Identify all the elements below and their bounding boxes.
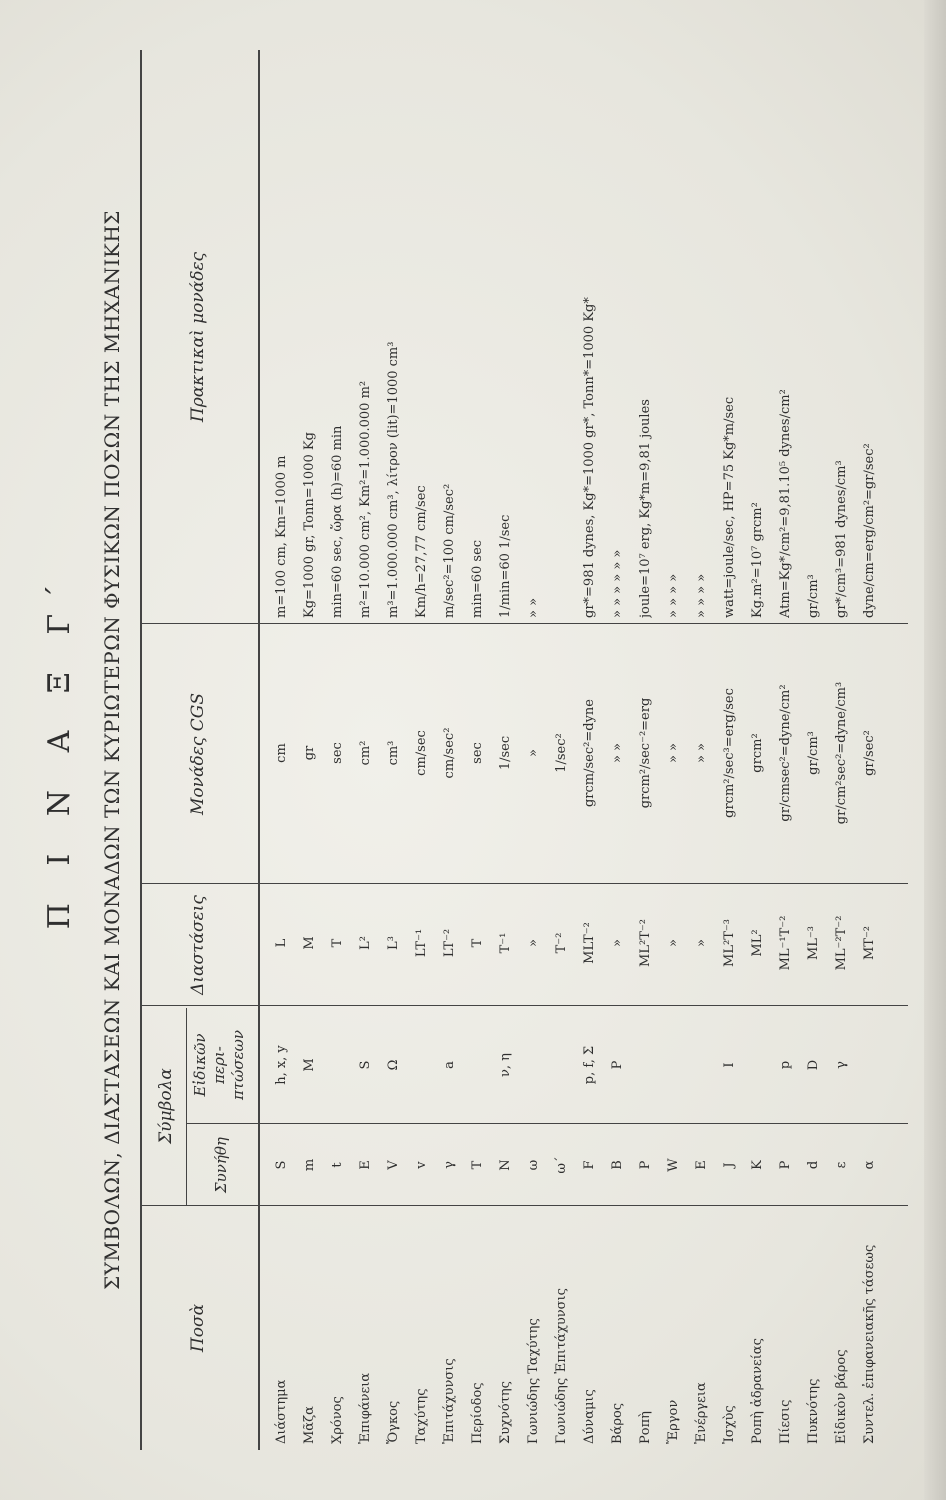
header-practical: Πρακτικαὶ μονάδες — [188, 251, 208, 423]
page-edge-shadow — [924, 0, 946, 1500]
cell-usual-symbol: v — [414, 1161, 429, 1169]
cell-cgs-unit: grcm² — [750, 733, 765, 773]
cell-usual-symbol: d — [806, 1160, 821, 1170]
header-special-3: πτώσεων — [229, 1029, 247, 1101]
header-cgs: Μονάδες CGS — [188, 693, 208, 815]
col-rule-4 — [140, 883, 908, 884]
cell-usual-symbol: W — [666, 1158, 681, 1172]
cell-cgs-unit: cm³ — [386, 740, 401, 766]
cell-special-symbol — [522, 1010, 546, 1120]
cell-cgs-unit: gr/sec² — [862, 730, 877, 776]
cell-practical-units: joule=10⁷ erg, Kg*m=9,81 joules — [638, 399, 653, 618]
cell-quantity: Ροπὴ — [638, 1411, 653, 1444]
cell-quantity: Ροπὴ ἀδρανείας — [750, 1338, 765, 1444]
col-rule-1 — [140, 1205, 908, 1206]
cell-usual-symbol: N — [498, 1159, 513, 1171]
cell-cgs-unit: gr/cm²sec²=dyne/cm³ — [834, 681, 849, 825]
cell-dimensions: T — [470, 938, 485, 948]
cell-dimensions: ML⁻¹T⁻² — [778, 915, 793, 971]
cell-quantity: Ἰσχὺς — [722, 1405, 737, 1444]
cell-practical-units: Km/h=27,77 cm/sec — [414, 485, 429, 618]
cell-special-symbol — [466, 1010, 490, 1120]
cell-dimensions: MLT⁻² — [582, 922, 597, 964]
header-dimensions: Διαστάσεις — [188, 895, 208, 995]
cell-usual-symbol: J — [722, 1162, 737, 1168]
cell-usual-symbol: B — [610, 1160, 625, 1170]
cell-special-symbol — [746, 1010, 770, 1120]
cell-quantity: Βάρος — [610, 1402, 625, 1444]
cell-quantity: Ἐπιφάνεια — [358, 1372, 373, 1444]
cell-practical-units: » » — [526, 597, 541, 618]
cell-cgs-unit: cm² — [358, 740, 373, 766]
cell-usual-symbol: ω΄ — [554, 1156, 569, 1174]
header-special-1: Εἰδικῶν — [191, 1033, 209, 1097]
cell-usual-symbol: t — [330, 1162, 345, 1168]
cell-cgs-unit: 1/sec² — [554, 733, 569, 773]
header-special-2: περι- — [210, 1046, 228, 1084]
table-title: Π Ι Ν Α Ξ Γ΄ — [42, 570, 77, 930]
cell-practical-units: watt=joule/sec, HP=75 Kg*m/sec — [722, 396, 737, 618]
cell-cgs-unit: cm/sec² — [442, 727, 457, 779]
cell-special-symbol: D — [806, 1059, 821, 1071]
cell-cgs-unit: » » — [610, 742, 625, 764]
cell-usual-symbol: F — [582, 1160, 597, 1170]
cell-practical-units: m=100 cm, Km=1000 m — [274, 455, 289, 618]
cell-cgs-unit: grcm²/sec³=erg/sec — [722, 688, 737, 818]
cell-quantity: Πυκνότης — [806, 1378, 821, 1444]
header-symbols: Σύμβολα — [156, 1068, 176, 1144]
cell-special-symbol: γ — [834, 1061, 849, 1069]
cell-quantity: Γωνιώδης Ἐπιτάχυνσις — [554, 1288, 569, 1444]
cell-dimensions: ML²T⁻³ — [722, 919, 737, 967]
cell-usual-symbol: K — [750, 1160, 765, 1170]
cell-usual-symbol: γ — [442, 1161, 457, 1169]
top-rule — [140, 50, 142, 1450]
cell-usual-symbol: m — [302, 1158, 317, 1172]
cell-quantity: Ὄγκος — [386, 1400, 401, 1444]
cell-cgs-unit: » — [526, 749, 541, 757]
cell-special-symbol — [690, 1010, 714, 1120]
cell-special-symbol — [550, 1010, 574, 1120]
cell-dimensions: LT⁻² — [442, 928, 457, 958]
header-usual: Συνήθη — [212, 1137, 230, 1193]
cell-quantity: Ταχύτης — [414, 1388, 429, 1444]
cell-usual-symbol: ε — [834, 1161, 849, 1169]
cell-quantity: Συχνότης — [498, 1381, 513, 1444]
cell-special-symbol: S — [358, 1060, 373, 1070]
cell-dimensions: MT⁻² — [862, 925, 877, 961]
cell-cgs-unit: » » — [666, 742, 681, 764]
cell-practical-units: » » » » — [666, 573, 681, 618]
cell-dimensions: T — [330, 938, 345, 948]
cell-practical-units: 1/min=60 1/sec — [498, 514, 513, 618]
cell-usual-symbol: α — [862, 1160, 877, 1170]
cell-quantity: Ἐνέργεια — [694, 1382, 709, 1444]
cell-dimensions: ML² — [750, 929, 765, 957]
cell-practical-units: Kg.m²=10⁷ grcm² — [750, 502, 765, 618]
header-quantity: Ποσὰ — [188, 1303, 208, 1353]
cell-usual-symbol: T — [470, 1160, 485, 1170]
cell-quantity: Χρόνος — [330, 1396, 345, 1444]
cell-practical-units: gr/cm³ — [806, 574, 821, 618]
cell-practical-units: m/sec²=100 cm/sec² — [442, 483, 457, 618]
col-rule-2 — [186, 1123, 908, 1124]
cell-usual-symbol: V — [386, 1160, 401, 1170]
cell-cgs-unit: cm/sec — [414, 730, 429, 776]
cell-practical-units: m³=1.000.000 cm³, λίτρον (lit)=1000 cm³ — [386, 341, 401, 618]
cell-special-symbol: a — [442, 1061, 457, 1069]
cell-dimensions: LT⁻¹ — [414, 928, 429, 958]
cell-dimensions: » — [610, 939, 625, 947]
cell-quantity: Μᾶζα — [302, 1406, 317, 1444]
cell-special-symbol: P — [610, 1060, 625, 1070]
cell-special-symbol — [410, 1010, 434, 1120]
col-rule-3 — [140, 1005, 908, 1006]
cell-special-symbol: Ω — [386, 1059, 401, 1071]
cell-dimensions: M — [302, 936, 317, 950]
cell-special-symbol: h, x, y — [274, 1045, 289, 1085]
cell-practical-units: gr*=981 dynes, Kg*=1000 gr*, Tonn*=1000 Kg* — [582, 297, 597, 618]
cell-practical-units: » » » » » » — [610, 549, 625, 618]
header-bottom-rule — [258, 50, 260, 1450]
cell-dimensions: L³ — [386, 936, 401, 950]
cell-dimensions: ML²T⁻² — [638, 919, 653, 967]
cell-dimensions: L² — [358, 936, 373, 950]
cell-dimensions: T⁻² — [554, 932, 569, 954]
col-rule-5 — [140, 623, 908, 624]
cell-usual-symbol: P — [638, 1160, 653, 1170]
cell-cgs-unit: gr/cm³ — [806, 731, 821, 775]
cell-cgs-unit: cm — [274, 743, 289, 763]
rotated-table-sheet — [38, 50, 908, 1450]
cell-dimensions: » — [526, 939, 541, 947]
cell-quantity: Πίεσις — [778, 1399, 793, 1444]
cell-dimensions: » — [666, 939, 681, 947]
cell-cgs-unit: sec — [470, 742, 485, 764]
cell-special-symbol: M — [302, 1058, 317, 1072]
cell-practical-units — [550, 58, 574, 618]
cell-quantity: Ἐπιτάχυνσις — [442, 1358, 457, 1444]
symbols-split-rule — [186, 1008, 187, 1206]
cell-cgs-unit: » » — [694, 742, 709, 764]
cell-practical-units: » » » » — [694, 573, 709, 618]
cell-usual-symbol: S — [274, 1160, 289, 1170]
cell-quantity: Εἰδικὸν βάρος — [834, 1349, 849, 1444]
cell-usual-symbol: E — [694, 1160, 709, 1170]
cell-special-symbol: I — [722, 1062, 737, 1068]
cell-dimensions: T⁻¹ — [498, 932, 513, 954]
cell-cgs-unit: gr — [302, 745, 317, 761]
cell-usual-symbol: P — [778, 1160, 793, 1170]
cell-special-symbol — [326, 1010, 350, 1120]
cell-cgs-unit: sec — [330, 742, 345, 764]
cell-dimensions: ML⁻²T⁻² — [834, 915, 849, 971]
cell-practical-units: Atm=Kg*/cm²=9,81.10⁵ dynes/cm² — [778, 389, 793, 618]
cell-usual-symbol: ω — [526, 1159, 541, 1171]
cell-cgs-unit: gr/cmsec²=dyne/cm² — [778, 684, 793, 822]
cell-quantity: Γωνιώδης Ταχύτης — [526, 1318, 541, 1444]
cell-dimensions: L — [274, 938, 289, 948]
cell-practical-units: min=60 sec, ὥρα (h)=60 min — [330, 425, 345, 618]
cell-cgs-unit: grcm²/sec⁻²=erg — [638, 697, 653, 809]
cell-cgs-unit: grcm/sec²=dyne — [582, 699, 597, 808]
cell-practical-units: min=60 sec — [470, 539, 485, 618]
cell-special-symbol — [662, 1010, 686, 1120]
cell-cgs-unit: 1/sec — [498, 735, 513, 771]
cell-dimensions: » — [694, 939, 709, 947]
cell-practical-units: Kg=1000 gr, Tonn=1000 Kg — [302, 432, 317, 618]
cell-usual-symbol: E — [358, 1160, 373, 1170]
cell-special-symbol: ν, η — [498, 1053, 513, 1077]
cell-practical-units: dyne/cm=erg/cm²=gr/sec² — [862, 443, 877, 618]
cell-special-symbol: p — [778, 1060, 793, 1070]
cell-special-symbol — [858, 1010, 882, 1120]
cell-quantity: Δύναμις — [582, 1389, 597, 1444]
cell-quantity: Συντελ. ἐπιφανειακῆς τάσεως — [862, 1244, 877, 1444]
cell-practical-units: m²=10.000 cm², Km²=1.000.000 m² — [358, 380, 373, 618]
table-subtitle: ΣΥΜΒΟΛΩΝ, ΔΙΑΣΤΑΣΕΩΝ ΚΑΙ ΜΟΝΑΔΩΝ ΤΩΝ ΚΥΡΙΩΤΕΡΩΝ ΦΥΣΙΚΩΝ ΠΟΣΩΝ ΤΗΣ ΜΗΧΑΝΙΚΗΣ — [100, 210, 124, 1290]
cell-dimensions: ML⁻³ — [806, 925, 821, 961]
cell-practical-units: gr*/cm³=981 dynes/cm³ — [834, 460, 849, 618]
cell-special-symbol: p, f, Σ — [582, 1045, 597, 1085]
cell-special-symbol — [634, 1010, 658, 1120]
cell-quantity: Περίοδος — [470, 1382, 485, 1444]
cell-quantity: Διάστημα — [274, 1379, 289, 1444]
cell-quantity: Ἔργον — [666, 1399, 681, 1444]
